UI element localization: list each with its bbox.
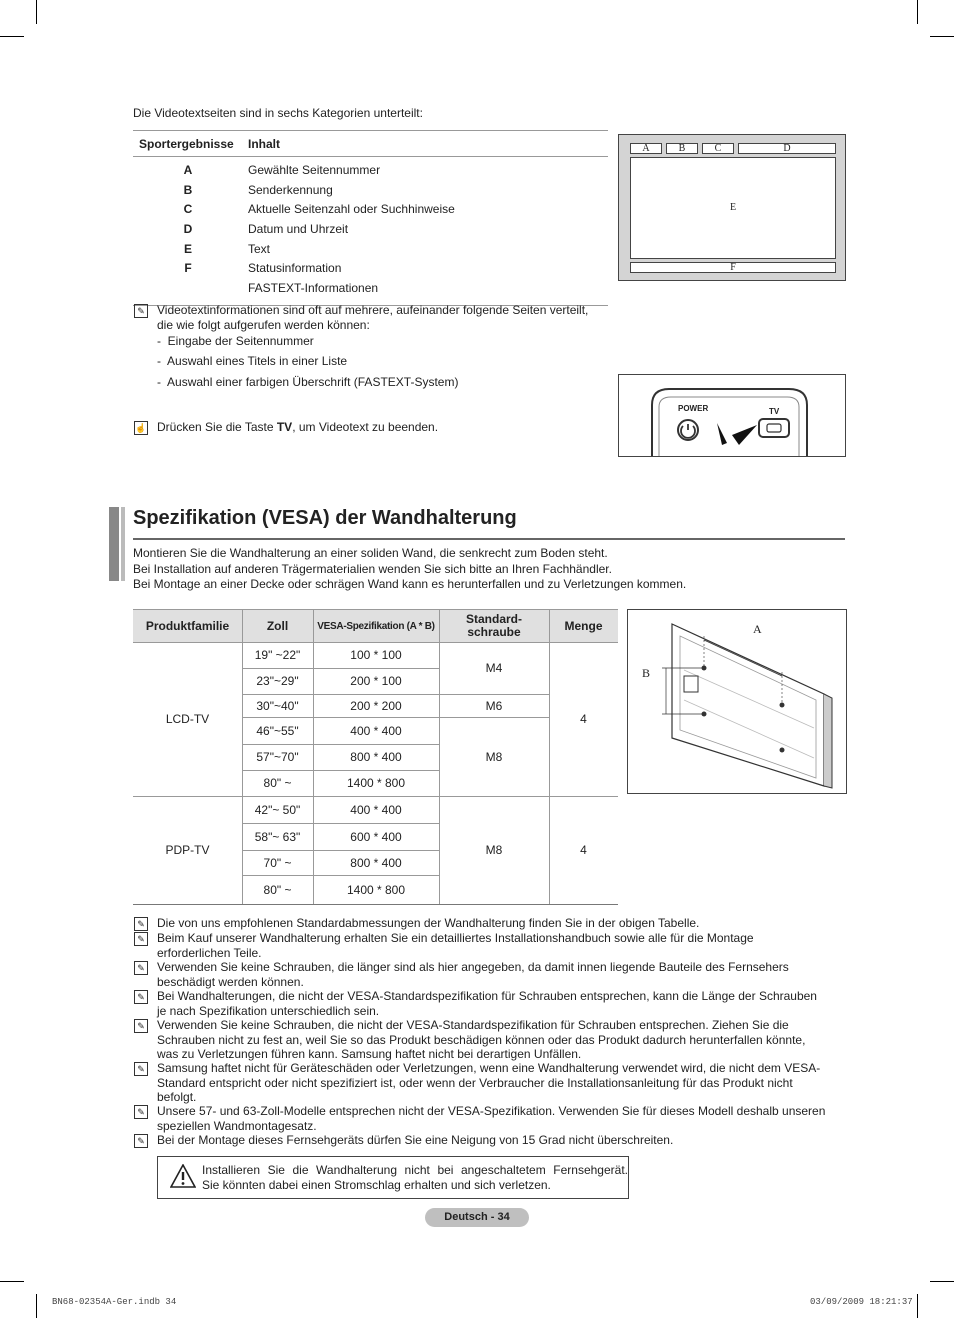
tv-button-shape bbox=[759, 419, 789, 437]
teletext-intro: Die Videotextseiten sind in sechs Kategorien unterteilt: bbox=[133, 106, 423, 120]
note-line: je nach Spezifikation unterschiedlich sein. bbox=[157, 1003, 380, 1018]
section-title: Spezifikation (VESA) der Wandhalterung bbox=[133, 507, 517, 529]
warning-icon bbox=[170, 1164, 196, 1188]
header-qty: Menge bbox=[564, 618, 603, 633]
note-line: die wie folgt aufgerufen werden können: bbox=[157, 318, 370, 332]
note-item bbox=[157, 989, 847, 1018]
paragraph-line: Bei Installation auf anderen Trägermaterialien wenden Sie sich bitte an Ihren Fachhändler. bbox=[133, 561, 612, 576]
note-line: Die von uns empfohlenen Standardabmessungen der Wandhalterung finden Sie in der obigen Tabelle. bbox=[157, 916, 700, 930]
inch-cell: 58"~ 63" bbox=[254, 829, 301, 844]
note-icon: ✎ bbox=[134, 990, 148, 1004]
list-item-text: Auswahl einer farbigen Überschrift (FASTEXT-System) bbox=[167, 375, 459, 389]
crop-mark bbox=[0, 1281, 24, 1282]
note-icon: ✎ bbox=[134, 1019, 148, 1033]
vesa-cell: 1400 * 800 bbox=[346, 882, 406, 897]
page-number-badge: Deutsch - 34 bbox=[425, 1208, 529, 1227]
row-value: Gewählte Seitennummer bbox=[248, 163, 381, 177]
row-value: Text bbox=[248, 241, 271, 256]
note-key: TV bbox=[276, 420, 293, 434]
press-icon: ☝ bbox=[135, 423, 147, 433]
heading-bar bbox=[109, 507, 119, 581]
area-f: F bbox=[630, 262, 836, 273]
note-icon: ✎ bbox=[134, 304, 148, 318]
crop-mark bbox=[36, 0, 37, 24]
note-icon: ✎ bbox=[134, 917, 148, 931]
crop-mark bbox=[930, 36, 954, 37]
header-inch: Zoll bbox=[266, 618, 289, 633]
note-item bbox=[157, 1133, 847, 1148]
vesa-table-header bbox=[133, 609, 618, 643]
warning-line: Installieren Sie die Wandhalterung nicht bei angeschaltetem Fernsehgerät. bbox=[202, 1163, 628, 1177]
note-line: Bei der Montage dieses Fernsehgeräts dürfen Sie eine Neigung von 15 Grad nicht überschreiten. bbox=[157, 1133, 674, 1147]
power-label: POWER bbox=[678, 404, 709, 413]
paragraph-line: Bei Montage an einer Decke oder schrägen Wand kann es herunterfallen und zu Verletzungen kommen. bbox=[133, 577, 687, 591]
row-key: C bbox=[183, 202, 193, 217]
table-row bbox=[133, 161, 608, 181]
inch-cell: 42"~ 50" bbox=[254, 802, 301, 817]
table-row bbox=[133, 181, 608, 201]
row-value: Aktuelle Seitenzahl oder Suchhinweise bbox=[248, 202, 455, 217]
warning-line: Sie könnten dabei einen Stromschlag erhalten und sich verletzen. bbox=[202, 1178, 551, 1192]
row-value: Datum und Uhrzeit bbox=[248, 222, 349, 237]
note-item bbox=[157, 916, 847, 931]
row-value: Statusinformation bbox=[248, 261, 342, 276]
header-sport: Sportergebnisse bbox=[139, 137, 234, 151]
list-item: - Auswahl einer farbigen Überschrift (FASTEXT-System) bbox=[157, 375, 459, 389]
vesa-cell: 200 * 100 bbox=[350, 674, 402, 688]
qty-cell: 4 bbox=[580, 843, 587, 857]
note-item bbox=[157, 1061, 847, 1105]
note-item bbox=[157, 931, 847, 960]
inch-cell: 80" ~ bbox=[263, 882, 292, 897]
note-item bbox=[157, 1018, 847, 1062]
header-content: Inhalt bbox=[248, 137, 280, 151]
list-item: - Auswahl eines Titels in einer Liste bbox=[157, 354, 348, 368]
inch-cell: 19" ~22" bbox=[254, 647, 301, 662]
remote-illustration bbox=[618, 374, 846, 457]
crop-mark bbox=[36, 1294, 37, 1318]
note-line: Bei Wandhalterungen, die nicht der VESA-Standardspezifikation für Schrauben entsprechen, kann die Länge der Schrauben bbox=[157, 989, 817, 1003]
footer-file: BN68-02354A-Ger.indb 34 bbox=[52, 1297, 177, 1307]
note-line: speziellen Wandmontagesatz. bbox=[157, 1118, 317, 1133]
row-value: FASTEXT-Informationen bbox=[248, 281, 379, 296]
list-item: - Eingabe der Seitennummer bbox=[157, 334, 314, 348]
note-icon: ✎ bbox=[134, 1105, 148, 1119]
screw-cell: M8 bbox=[485, 749, 503, 764]
vesa-cell: 800 * 400 bbox=[350, 750, 402, 764]
teletext-screen-diagram bbox=[618, 134, 846, 281]
screw-cell: M8 bbox=[485, 843, 503, 857]
inch-cell: 80" ~ bbox=[263, 776, 292, 790]
dimension-a: A bbox=[753, 622, 762, 636]
row-key: A bbox=[183, 163, 193, 177]
note-icon: ✎ bbox=[134, 1062, 148, 1076]
footer-timestamp: 03/09/2009 18:21:37 bbox=[810, 1297, 913, 1307]
tv-label: TV bbox=[769, 407, 780, 416]
note-line: Schrauben nicht zu fest an, weil Sie so das Produkt beschädigen können oder das Produkt dadurch herunterfallen könnte, bbox=[157, 1032, 806, 1047]
note-tv-key bbox=[157, 420, 438, 435]
inch-cell: 46"~55" bbox=[256, 723, 299, 738]
intro-paragraph bbox=[133, 546, 686, 593]
note-item bbox=[157, 960, 847, 989]
header-screw-line: Standard- bbox=[465, 612, 522, 626]
warning-box bbox=[157, 1156, 629, 1199]
header-screw-line: schraube bbox=[467, 625, 521, 639]
inch-cell: 30"~40" bbox=[256, 698, 299, 713]
row-key: E bbox=[183, 241, 192, 256]
inch-cell: 70" ~ bbox=[263, 855, 292, 870]
note-line: befolgt. bbox=[157, 1090, 197, 1104]
vesa-cell: 400 * 400 bbox=[350, 723, 402, 738]
area-d: D bbox=[738, 143, 836, 154]
table-row bbox=[133, 279, 608, 299]
heading-bar bbox=[121, 507, 125, 581]
vesa-cell: 100 * 100 bbox=[350, 647, 402, 662]
teletext-table-header bbox=[133, 131, 608, 157]
vesa-cell: 600 * 400 bbox=[350, 829, 402, 844]
note-icon: ✎ bbox=[134, 961, 148, 975]
area-e: E bbox=[630, 157, 836, 259]
note-videotext bbox=[157, 303, 588, 333]
area-c: C bbox=[702, 143, 734, 154]
vesa-cell: 800 * 400 bbox=[350, 855, 402, 870]
remote-drawing bbox=[619, 375, 845, 456]
header-vesa: VESA-Spezifikation (A * B) bbox=[317, 620, 435, 632]
warning-text bbox=[202, 1163, 628, 1193]
list-item-text: Eingabe der Seitennummer bbox=[167, 334, 314, 348]
dimension-b: B bbox=[642, 666, 651, 680]
note-line: was zu Verletzungen führen kann. Samsung haftet nicht bei derartigen Unfällen. bbox=[157, 1047, 582, 1061]
row-key: F bbox=[184, 261, 192, 276]
vesa-cell: 1400 * 800 bbox=[346, 776, 406, 790]
row-key: D bbox=[183, 222, 193, 237]
note-line: Verwenden Sie keine Schrauben, die länger sind als hier angegeben, da damit innen liegende Bauteile des Fernsehers bbox=[157, 960, 789, 974]
crop-mark bbox=[0, 36, 24, 37]
crop-mark bbox=[917, 1294, 918, 1318]
note-line: erforderlichen Teile. bbox=[157, 945, 262, 960]
heading-rule bbox=[133, 538, 845, 540]
family-lcd: LCD-TV bbox=[165, 711, 210, 726]
vesa-cell: 200 * 200 bbox=[350, 698, 402, 713]
row-key: B bbox=[183, 182, 193, 197]
table-row bbox=[133, 220, 608, 240]
note-icon: ✎ bbox=[134, 1134, 148, 1148]
note-text: Drücken Sie die Taste bbox=[157, 420, 277, 434]
note-text: , um Videotext zu beenden. bbox=[292, 420, 439, 434]
screw-cell: M6 bbox=[485, 698, 503, 713]
table-row bbox=[133, 240, 608, 260]
crop-mark bbox=[917, 0, 918, 24]
row-value: Senderkennung bbox=[248, 182, 333, 197]
note-line: Unsere 57- und 63-Zoll-Modelle entsprechen nicht der VESA-Spezifikation. Verwenden Sie für dieses Modell deshalb unseren bbox=[157, 1104, 826, 1118]
inch-cell: 23"~29" bbox=[256, 674, 299, 688]
note-line: Beim Kauf unserer Wandhalterung erhalten Sie ein detailliertes Installationshandbuch sowie alle für die Montage bbox=[157, 931, 754, 945]
vesa-cell: 400 * 400 bbox=[350, 802, 402, 817]
note-line: Samsung haftet nicht für Geräteschäden oder Verletzungen, wenn eine Wandhalterung verwendet wird, die nicht dem VESA- bbox=[157, 1061, 821, 1075]
family-pdp: PDP-TV bbox=[165, 843, 210, 857]
table-row bbox=[133, 259, 608, 279]
inch-cell: 57"~70" bbox=[256, 750, 299, 764]
note-line: Verwenden Sie keine Schrauben, die nicht der VESA-Standardspezifikation für Schrauben entsprechen. Ziehen Sie die bbox=[157, 1018, 789, 1032]
area-a: A bbox=[630, 143, 662, 154]
crop-mark bbox=[930, 1281, 954, 1282]
wall-mount-drawing bbox=[628, 610, 846, 793]
note-line: beschädigt werden können. bbox=[157, 974, 304, 989]
note-line: Videotextinformationen sind oft auf mehrere, aufeinander folgende Seiten verteilt, bbox=[157, 303, 589, 317]
qty-cell: 4 bbox=[580, 711, 587, 726]
teletext-table bbox=[133, 130, 608, 306]
table-row bbox=[133, 200, 608, 220]
header-family: Produktfamilie bbox=[145, 618, 230, 633]
header-screw bbox=[439, 610, 549, 642]
area-b: B bbox=[666, 143, 698, 154]
note-icon: ✎ bbox=[134, 932, 148, 946]
screw-cell: M4 bbox=[485, 660, 503, 675]
note-item bbox=[157, 1104, 847, 1133]
list-item-text: Auswahl eines Titels in einer Liste bbox=[167, 354, 348, 368]
paragraph-line: Montieren Sie die Wandhalterung an einer soliden Wand, die senkrecht zum Boden steht. bbox=[133, 546, 608, 560]
note-line: Standard entspricht oder nicht spezifiziert ist, oder wenn der Verbraucher die Installationsanleitung für das Produkt nicht bbox=[157, 1075, 793, 1090]
wall-mount-diagram bbox=[627, 609, 847, 794]
